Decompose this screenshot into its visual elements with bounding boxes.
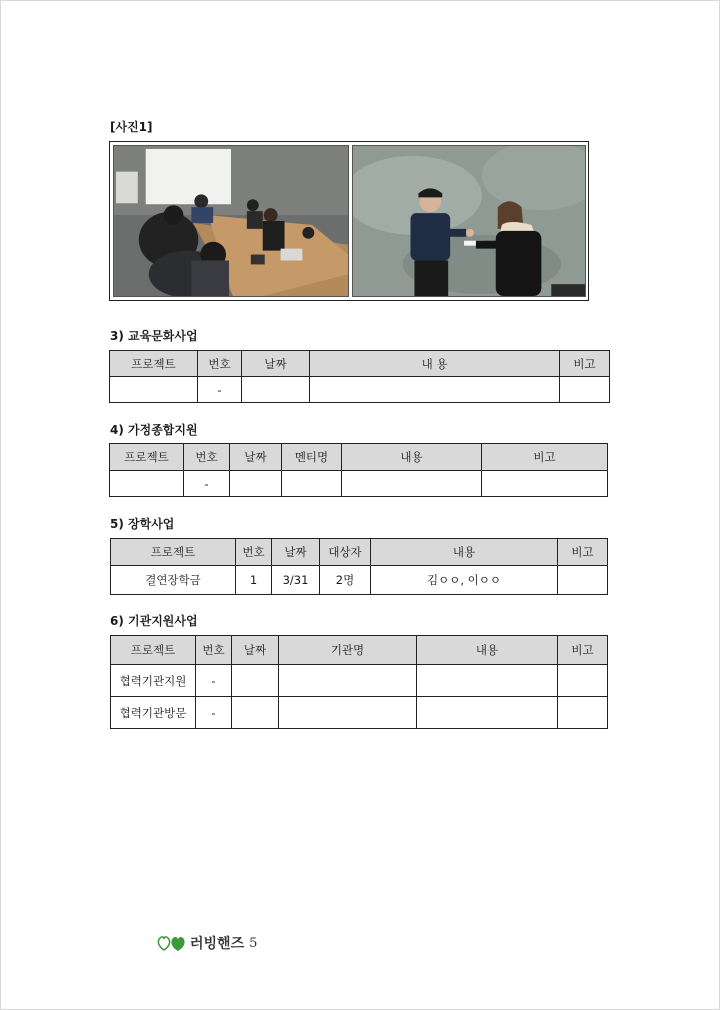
table-cell: - <box>198 377 242 403</box>
table-cell: - <box>184 471 230 497</box>
education-section-title: 3) 교육문화사업 <box>110 329 198 343</box>
institution-section-title: 6) 기관지원사업 <box>110 614 198 628</box>
table-cell <box>417 697 558 729</box>
institution-table <box>110 635 608 729</box>
header-cell: 비고 <box>558 539 608 566</box>
header-cell: 비고 <box>482 444 608 471</box>
table-cell <box>558 566 608 595</box>
photo-frame <box>109 141 589 301</box>
table-row <box>110 471 608 497</box>
footer-brand: 러빙핸즈 <box>190 936 245 952</box>
header-cell: 프로젝트 <box>110 351 198 377</box>
table-row <box>111 566 608 595</box>
table-cell: 협력기관지원 <box>111 665 196 697</box>
table-row <box>111 697 608 729</box>
photo-section-label: [사진1] <box>110 120 153 134</box>
header-cell: 프로젝트 <box>111 539 236 566</box>
table-cell <box>110 377 198 403</box>
header-cell: 날짜 <box>242 351 310 377</box>
header-cell: 날짜 <box>230 444 282 471</box>
table-cell <box>230 471 282 497</box>
header-cell: 프로젝트 <box>110 444 184 471</box>
header-cell: 번호 <box>236 539 272 566</box>
table-cell <box>232 697 279 729</box>
header-cell: 날짜 <box>232 636 279 665</box>
table-cell <box>282 471 342 497</box>
table-cell: 협력기관방문 <box>111 697 196 729</box>
table-cell <box>279 665 417 697</box>
table-cell <box>558 697 608 729</box>
header-cell: 프로젝트 <box>111 636 196 665</box>
header-cell: 번호 <box>184 444 230 471</box>
header-cell: 번호 <box>198 351 242 377</box>
header-cell: 대상자 <box>320 539 371 566</box>
table-cell <box>110 471 184 497</box>
header-cell: 내용 <box>342 444 482 471</box>
education-table <box>109 350 610 403</box>
table-cell <box>558 665 608 697</box>
page-number: 5 <box>249 935 258 951</box>
table-cell <box>242 377 310 403</box>
header-cell: 날짜 <box>272 539 320 566</box>
table-cell <box>342 471 482 497</box>
table-row <box>111 665 608 697</box>
header-cell: 비고 <box>558 636 608 665</box>
table-cell: 1 <box>236 566 272 595</box>
table-cell <box>232 665 279 697</box>
table-cell <box>560 377 610 403</box>
table-cell <box>310 377 560 403</box>
table-cell: - <box>196 697 232 729</box>
family-section-title: 4) 가정종합지원 <box>110 423 198 437</box>
table-header-row <box>111 539 608 566</box>
table-cell: - <box>196 665 232 697</box>
meeting-room-photo <box>113 145 349 297</box>
table-row <box>110 377 610 403</box>
header-cell: 기관명 <box>279 636 417 665</box>
certificate-handover-photo <box>352 145 586 297</box>
table-cell: 2명 <box>320 566 371 595</box>
table-cell: 김ㅇㅇ, 이ㅇㅇ <box>371 566 558 595</box>
family-table <box>109 443 608 497</box>
header-cell: 내 용 <box>310 351 560 377</box>
header-cell: 내용 <box>371 539 558 566</box>
table-cell: 3/31 <box>272 566 320 595</box>
scholarship-section-title: 5) 장학사업 <box>110 517 175 531</box>
footer <box>156 930 257 956</box>
table-header-row <box>110 351 610 377</box>
scholarship-table <box>110 538 608 595</box>
header-cell: 비고 <box>560 351 610 377</box>
table-cell: 결연장학금 <box>111 566 236 595</box>
table-cell <box>279 697 417 729</box>
table-cell <box>417 665 558 697</box>
table-header-row <box>110 444 608 471</box>
header-cell: 멘티명 <box>282 444 342 471</box>
header-cell: 내용 <box>417 636 558 665</box>
table-cell <box>482 471 608 497</box>
header-cell: 번호 <box>196 636 232 665</box>
hands-logo-icon <box>156 933 188 953</box>
table-header-row <box>111 636 608 665</box>
